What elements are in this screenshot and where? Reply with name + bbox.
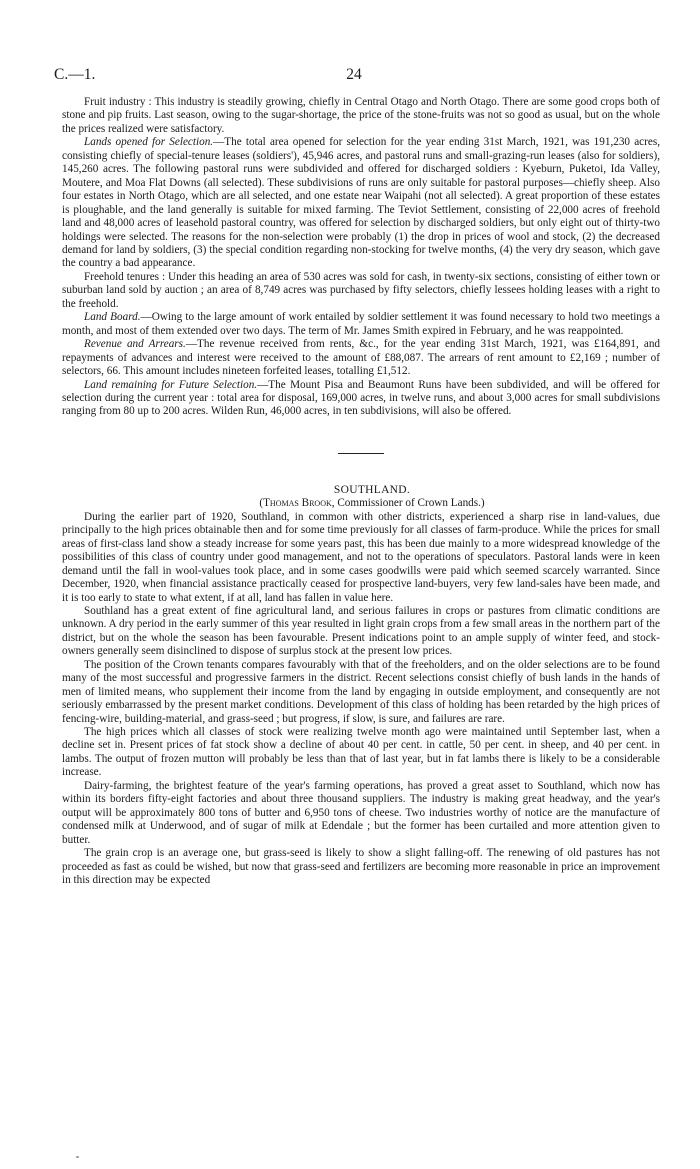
page-header (54, 66, 654, 86)
southland-paragraph: The high prices which all classes of stock were realizing twelve month ago were maintained until September last, when a decline set in. Present prices of fat stock show a decline of about 40 per cent. in cattle, 50 per cent. in sheep, and 40 per cent. in lambs. The output of frozen mutton will probably be less than that of last year, but in fat lambs there is likely to be a considerable increase. (62, 726, 660, 779)
fruit-industry-paragraph (62, 96, 660, 136)
page-number: 24 (346, 66, 362, 83)
commissioner-name: Thomas Brook (263, 497, 332, 510)
future-selection-text: —The Mount Pisa and Beaumont Runs have been subdivided, and will be offered for selection during the current year : total area for disposal, 169,000 acres, in twelve runs, and about 3,000 acres for small subdivisions ranging from 80 up to 200 acres. Wilden Run, 46,000 acres, in ten subdivisions, will also be offered. (62, 378, 660, 418)
southland-paragraph: The grain crop is an average one, but grass-seed is likely to show a slight falling-off. The renewing of old pastures has not proceeded as fast as could be wished, but now that grass-seed and fertilizers are becoming more reasonable in price an improvement in this direction may be expected (62, 847, 660, 887)
document-reference: C.—1. (54, 66, 96, 83)
southland-paragraph: During the earlier part of 1920, Southland, in common with other districts, experienced a sharp rise in land-values, due principally to the high prices obtainable then and for some time previously for all classes of farm-produce. While the prices for small areas of first-class land show a steady increase for some years past, this has been due mainly to a more widespread knowledge of the possibilities of this class of country under good management, and not to the operations of speculators. Pastoral lands were in keen demand until the fall in wool-values took place, and in some cases goodwills were paid which seemed scarcely warranted. Since December, 1920, when financial assistance practically ceased for prospective land-buyers, very few land-sales have been made, and it is too early to state to what extent, if at all, land has fallen in value here. (62, 510, 660, 604)
lands-opened-lead: Lands opened for Selection. (84, 136, 214, 149)
freehold-lead: Freehold tenures : (84, 270, 166, 283)
page-body (62, 96, 660, 887)
section-divider (338, 453, 384, 454)
fruit-industry-text: This industry is steadily growing, chiefly in Central Otago and North Otago. There are some good crops both of stone and pip fruits. Last season, owing to the sugar-shortage, the price of the stone-fruits was not so good as usual, but on the whole the prices realized were satisfactory. (62, 96, 660, 135)
southland-paragraph: Dairy-farming, the brightest feature of the year's farming operations, has proved a great asset to Southland, which now has within its borders fifty-eight factories and about three thousand suppliers. The industry is making great headway, and the year's output will be approximately 800 tons of butter and 6,950 tons of cheese. Two industries worthy of notice are the manufacture of condensed milk at Underwood, and of sugar of milk at Edendale ; but the former has been curtailed and more attention given to butter. (62, 779, 660, 846)
future-selection-paragraph (62, 379, 660, 419)
southland-paragraph: The position of the Crown tenants compares favourably with that of the freeholders, and on the older selections are to be found many of the most successful and progressive farmers in the district. Recent selections consist chiefly of bush lands in the hands of men of limited means, who supplement their income from the land by engaging in outside employment, and consequently are not seriously embarrassed by the present market conditions. Development of this class of holding has been retarded by the high prices of fencing-wire, building-material, and grass-seed ; but progress, if slow, is sure, and failures are rare. (62, 658, 660, 725)
lands-opened-text: —The total area opened for selection for the year ending 31st March, 1921, was 191,230 acres, consisting chiefly of special-tenure leases (soldiers'), 45,946 acres, and pastoral runs and small-grazing-run leases (also for soldiers), 145,260 acres. The following pastoral runs were subdivided and offered for discharged soldiers : Kyeburn, Puketoi, Ida Valley, Moutere, and Moa Flat Downs (all selected). These subdivisions of runs are only suitable for pastoral purposes—chiefly sheep. Also four estates in North Otago, which are all selected, and one estate near Waipahi (not all selected). A great proportion of these estates is ploughable, and the land generally is suitable for mixed farming. The Teviot Settlement, consisting of 22,000 acres of freehold land and 48,000 acres of leasehold pastoral country, was offered for selection by discharged soldiers, but only eight out of thirty-two holdings were selected. The reasons for the non-selection were probably (1) the drop in prices of wool and stock, (2) the decreased demand for land by soldiers, (3) the special condition regarding non-stocking for twelve months, (4) the very dry season, which gave the country a bad appearance. (62, 136, 660, 270)
revenue-text: —The revenue received from rents, &c., for the year ending 31st March, 1921, was £164,891, and repayments of advances and interest were received to the amount of £88,087. The arrears of rent amount to £2,169 ; number of selectors, 66. This amount includes nineteen forfeited leases, totalling £1,512. (62, 338, 661, 378)
section-title-southland: SOUTHLAND. (333, 483, 411, 496)
land-board-text: —Owing to the large amount of work entailed by soldier settlement it was found necessary to hold two meetings a month, and most of them extended over two days. The term of Mr. James Smith expired in February, and he was reappointed. (62, 311, 660, 337)
margin-mark (76, 1156, 79, 1158)
revenue-lead: Revenue and Arrears. (84, 338, 186, 351)
future-selection-lead: Land remaining for Future Selection. (84, 378, 258, 391)
commissioner-role: , Commissioner of Crown Lands.) (331, 497, 485, 510)
land-board-paragraph (62, 311, 660, 338)
land-board-lead: Land Board. (84, 311, 141, 324)
freehold-paragraph (62, 271, 660, 311)
byline-open: ( (259, 497, 264, 510)
southland-paragraph: Southland has a great extent of fine agricultural land, and serious failures in crops or pastures from climatic conditions are unknown. A dry period in the early summer of this year resulted in light grain crops from a few small areas in the northern part of the district, but on the whole the season has been favourable. Present indications point to an ample supply of winter feed, and stock-owners generally seem disinclined to dispose of surplus stock at the present low prices. (62, 604, 660, 658)
fruit-industry-lead: Fruit industry : (84, 96, 152, 108)
revenue-paragraph (62, 338, 660, 378)
commissioner-byline (62, 497, 660, 510)
lands-opened-paragraph (62, 136, 660, 271)
freehold-text: Under this heading an area of 530 acres was sold for cash, in twenty-six sections, consisting of either town or suburban land sold by auction ; an area of 8,749 acres was purchased by fifty selectors, chiefly lessees holding leases with a right to the freehold. (62, 270, 660, 310)
